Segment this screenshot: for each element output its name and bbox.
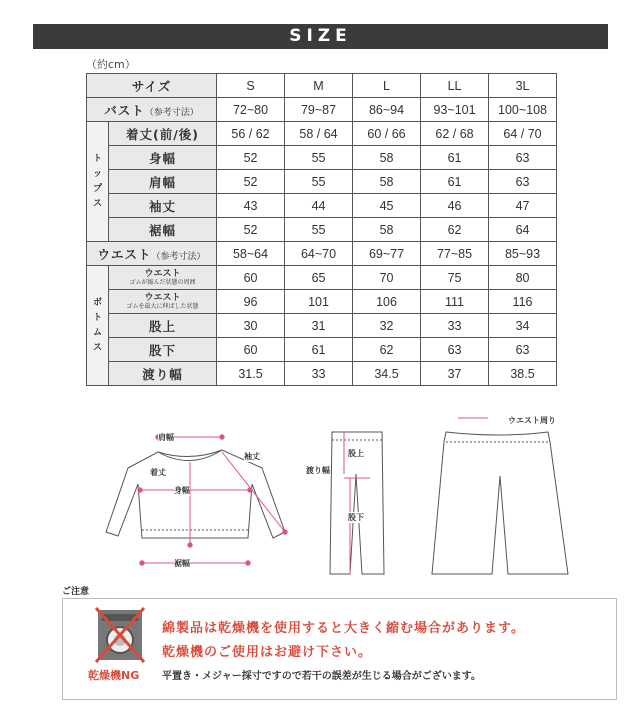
table-cell: 58 xyxy=(353,218,421,242)
size-banner: SIZE xyxy=(33,24,608,49)
dryer-ng-label: 乾燥機NG xyxy=(88,669,140,682)
table-cell: 72~80 xyxy=(217,98,285,122)
table-cell: 64 / 70 xyxy=(489,122,557,146)
size-header: LL xyxy=(421,74,489,98)
inseam-label: 股下 xyxy=(348,513,364,522)
table-cell: 85~93 xyxy=(489,242,557,266)
table-cell: 33 xyxy=(285,362,353,386)
table-cell: 61 xyxy=(421,146,489,170)
table-cell: 56 / 62 xyxy=(217,122,285,146)
table-cell: 63 xyxy=(489,146,557,170)
table-cell: 55 xyxy=(285,218,353,242)
sweater-outline xyxy=(106,450,285,538)
table-cell: 62 xyxy=(421,218,489,242)
table-header-row xyxy=(87,74,557,98)
row-label: 裾幅 xyxy=(109,218,217,242)
table-row xyxy=(87,194,557,218)
table-cell: 58~64 xyxy=(217,242,285,266)
hem-label: 裾幅 xyxy=(174,559,190,568)
table-row xyxy=(87,122,557,146)
length-label: 着丈 xyxy=(150,468,166,477)
table-cell: 60 xyxy=(217,338,285,362)
table-cell: 34 xyxy=(489,314,557,338)
caution-line-3: 平置き・メジャー採寸ですので若干の誤差が生じる場合がございます。 xyxy=(162,671,481,682)
table-cell: 86~94 xyxy=(353,98,421,122)
table-cell: 58 / 64 xyxy=(285,122,353,146)
table-cell: 33 xyxy=(421,314,489,338)
table-row xyxy=(87,146,557,170)
table-cell: 77~85 xyxy=(421,242,489,266)
table-cell: 31 xyxy=(285,314,353,338)
caution-line-1: 綿製品は乾燥機を使用すると大きく縮む場合があります。 xyxy=(162,621,525,636)
table-cell: 60 xyxy=(217,266,285,290)
table-cell: 47 xyxy=(489,194,557,218)
table-cell: 62 / 68 xyxy=(421,122,489,146)
row-label: 渡り幅 xyxy=(109,362,217,386)
table-cell: 63 xyxy=(489,338,557,362)
table-cell: 62 xyxy=(353,338,421,362)
tops-group-text: ト ッ プ ス xyxy=(92,153,102,209)
row-label: 着丈(前/後) xyxy=(109,122,217,146)
rise-label: 股上 xyxy=(348,449,364,458)
table-cell: 80 xyxy=(489,266,557,290)
waist-label: ウエスト（参考寸法） xyxy=(87,242,217,266)
bottoms-group-label xyxy=(87,266,109,386)
size-header: M xyxy=(285,74,353,98)
table-cell: 96 xyxy=(217,290,285,314)
table-cell: 52 xyxy=(217,170,285,194)
table-cell: 79~87 xyxy=(285,98,353,122)
table-cell: 64~70 xyxy=(285,242,353,266)
table-cell: 52 xyxy=(217,218,285,242)
table-cell: 75 xyxy=(421,266,489,290)
table-row xyxy=(87,242,557,266)
tops-group-label xyxy=(87,122,109,242)
table-cell: 63 xyxy=(421,338,489,362)
table-cell: 111 xyxy=(421,290,489,314)
table-row xyxy=(87,290,557,314)
table-cell: 58 xyxy=(353,146,421,170)
table-row xyxy=(87,362,557,386)
row-label: 肩幅 xyxy=(109,170,217,194)
size-header: L xyxy=(353,74,421,98)
table-cell: 58 xyxy=(353,170,421,194)
table-cell: 93~101 xyxy=(421,98,489,122)
sleeve-label: 袖丈 xyxy=(244,452,260,461)
table-cell: 55 xyxy=(285,146,353,170)
table-cell: 44 xyxy=(285,194,353,218)
table-cell: 31.5 xyxy=(217,362,285,386)
thigh-label: 渡り幅 xyxy=(306,466,330,475)
table-row xyxy=(87,98,557,122)
table-cell: 116 xyxy=(489,290,557,314)
unit-note: （約cm） xyxy=(86,58,136,71)
table-row xyxy=(87,266,557,290)
table-cell: 34.5 xyxy=(353,362,421,386)
table-row xyxy=(87,218,557,242)
table-row xyxy=(87,314,557,338)
table-cell: 64 xyxy=(489,218,557,242)
chest-label: 身幅 xyxy=(174,486,190,495)
caution-title: ご注意 xyxy=(62,587,90,597)
table-cell: 30 xyxy=(217,314,285,338)
table-cell: 100~108 xyxy=(489,98,557,122)
size-header: S xyxy=(217,74,285,98)
table-cell: 61 xyxy=(285,338,353,362)
row-label: 股上 xyxy=(109,314,217,338)
table-cell: 43 xyxy=(217,194,285,218)
table-cell: 65 xyxy=(285,266,353,290)
row-label: 股下 xyxy=(109,338,217,362)
row-label: 袖丈 xyxy=(109,194,217,218)
table-cell: 52 xyxy=(217,146,285,170)
table-row xyxy=(87,170,557,194)
table-cell: 45 xyxy=(353,194,421,218)
waist-around-label: ウエスト周り xyxy=(508,416,556,425)
table-cell: 106 xyxy=(353,290,421,314)
table-cell: 101 xyxy=(285,290,353,314)
row-label: ウエスト ゴムが縮んだ状態の周囲 xyxy=(109,266,217,290)
table-cell: 69~77 xyxy=(353,242,421,266)
caution-line-2: 乾燥機のご使用はお避け下さい。 xyxy=(162,645,373,660)
bust-label: バスト（参考寸法） xyxy=(87,98,217,122)
measurement-diagram xyxy=(0,404,640,584)
table-cell: 55 xyxy=(285,170,353,194)
table-cell: 61 xyxy=(421,170,489,194)
row-label: ウエスト ゴムを最大に伸ばした状態 xyxy=(109,290,217,314)
size-table xyxy=(86,73,557,386)
row-label: 身幅 xyxy=(109,146,217,170)
bottoms-group-text: ボ ト ム ス xyxy=(92,297,102,353)
dryer-ng-icon xyxy=(94,606,146,664)
size-header-label: サイズ xyxy=(87,74,217,98)
table-cell: 63 xyxy=(489,170,557,194)
table-cell: 32 xyxy=(353,314,421,338)
wide-pants-outline xyxy=(432,432,568,574)
table-cell: 38.5 xyxy=(489,362,557,386)
table-cell: 70 xyxy=(353,266,421,290)
shoulder-label: 肩幅 xyxy=(158,433,174,442)
size-header: 3L xyxy=(489,74,557,98)
table-cell: 37 xyxy=(421,362,489,386)
table-cell: 60 / 66 xyxy=(353,122,421,146)
table-row xyxy=(87,338,557,362)
table-cell: 46 xyxy=(421,194,489,218)
